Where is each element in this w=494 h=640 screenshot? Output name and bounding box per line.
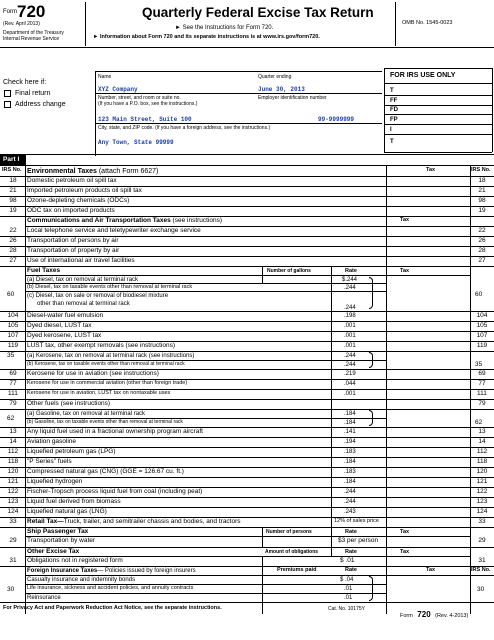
instructions-line1: ► See the Instructions for Form 720. [175,25,274,31]
line-112: 112 Liquefied petroleum gas (LPG) .183 112 [7,448,488,455]
line-111: 111 Kerosene for use in aviation, LUST tax on nontaxable uses .001 111 [8,390,487,397]
part-one-label: Part I [3,156,20,163]
line-122: 122 Fischer-Tropsch process liquid fuel from coal (including peat) .244 122 [7,488,488,495]
street-label: Number, street, and room or suite no. [98,95,181,101]
irs-code-fd: FD [390,107,398,113]
form-title: Quarterly Federal Excise Tax Return [142,5,374,20]
irs-no-header: IRS No. [2,167,22,173]
line-104: 104 Diesel-water fuel emulsion .198 104 [7,312,488,319]
final-return-label: Final return [15,90,51,97]
comm-section-title: Communications and Air Transportation Taxes (see instructions) [27,217,223,224]
name-label: Name [98,74,112,80]
omb-number: OMB No. 1545-0023 [402,20,453,26]
line-31: 31 Obligations not in registered form $ .01 31 [9,557,486,564]
line-107: 107 Dyed kerosene, LUST tax .001 107 [7,332,488,339]
ship-section-title: Ship Passenger Tax [27,528,89,535]
rate-header: Rate [345,268,357,274]
line-21: 21 Imported petroleum products oil spill tax 21 [9,187,486,194]
obligations-header: Amount of obligations [265,549,319,555]
final-return-checkbox[interactable] [4,90,11,97]
irs-code-ff: FF [390,98,398,104]
name-field[interactable]: XYZ Company [98,86,138,93]
line-29: 29 Transportation by water $3 per person 29 [9,537,486,544]
gallons-header: Number of gallons [267,268,311,274]
foreign-rate-header: Rate [345,567,357,573]
ship-rate-header: Rate [345,529,357,535]
line-105: 105 Dyed diesel, LUST tax .001 105 [7,322,488,329]
ship-tax-header: Tax [400,529,410,535]
irs-service: Internal Revenue Service [3,36,60,42]
fuel-tax-header: Tax [400,268,410,274]
irs-code-i: I [390,127,392,133]
line-22: 22 Local telephone service and teletypewriter exchange service 22 [9,227,486,234]
line-98: 98 Ozone-depleting chemicals (ODCs) 98 [9,197,486,204]
line-123: 123 Liquid fuel derived from biomass .244 123 [7,498,488,505]
department: Department of the Treasury [3,30,64,36]
line-13: 13 Any liquid fuel used in a fractional ownership program aircraft .141 13 [9,428,486,435]
line-118: 118 "P Series" fuels .184 118 [7,458,488,465]
line-18: 18 Domestic petroleum oil spill tax 18 [9,177,486,184]
tax-header: Tax [426,167,436,173]
irs-no-header-right: IRS No. [471,167,491,173]
other-tax-header: Tax [400,549,410,555]
line-33: 33 Retail Tax—Truck, trailer, and semitrailer chassis and bodies, and tractors 12% of sales price 33 [9,518,486,525]
cat-number: Cat. No. 10175Y [328,606,365,612]
line-19: 19 ODC tax on imported products 19 [9,207,486,214]
line-119: 119 LUST tax, other exempt removals (see instructions) .001 119 [7,342,488,349]
line-27: 27 Use of international air travel facilities 27 [9,257,486,264]
city-label: City, state, and ZIP code. (If you have a foreign address, see the instructions.) [98,125,271,131]
other-rate-header: Rate [345,549,357,555]
irs-use-title: FOR IRS USE ONLY [390,72,456,79]
premiums-header: Premiums paid [277,567,317,573]
line-121: 121 Liquefied hydrogen .184 121 [7,478,488,485]
part-one-badge [0,155,26,165]
foreign-tax-header: Tax [426,567,436,573]
city-field[interactable]: Any Town, State 99999 [98,139,174,146]
line-28: 28 Transportation of property by air 28 [9,247,486,254]
foreign-section-title: Foreign Insurance Taxes— Policies issued by foreign insurers [27,568,196,574]
env-section-title: Environmental Taxes (attach Form 6627) [27,168,159,175]
revision: (Rev. April 2013) [3,21,40,27]
fuel-section-title: Fuel Taxes [27,267,61,274]
line-120: 120 Compressed natural gas (CNG) (GGE = 126.67 cu. ft.) .183 120 [7,468,488,475]
street-label-note: (If you have a P.O. box, see the instructions.) [98,101,198,107]
irs-code-t2: T [390,139,394,145]
persons-header: Number of persons [266,529,312,535]
line-124: 124 Liquefied natural gas (LNG) .243 124 [7,508,488,515]
ein-field[interactable]: 99-9999999 [318,116,355,123]
street-field[interactable]: 123 Main Street, Suite 100 [98,116,192,123]
footer-form-id: Form 720 (Rev. 4-2013) [400,610,469,619]
other-section-title: Other Excise Tax [27,548,80,555]
instructions-line2: ► Information about Form 720 and its separate instructions is at www.irs.gov/form720. [93,34,320,40]
ein-label: Employer identification number [258,95,327,101]
quarter-label: Quarter ending [258,74,292,80]
check-label: Check here if: [3,79,47,86]
address-change-checkbox[interactable] [4,101,11,108]
privacy-notice: For Privacy Act and Paperwork Reduction Act Notice, see the separate instructions. [3,605,222,611]
irs-code-fp: FP [390,117,398,123]
foreign-irs-no-header: IRS No. [471,567,491,573]
form-word: Form [3,9,17,15]
form-number: 720 [17,2,46,21]
line-79: 79 Other fuels (see instructions) 79 [9,400,486,407]
irs-code-t: T [390,88,394,94]
line-69: 69 Kerosene for use in aviation (see instructions) .219 69 [9,370,486,377]
line-14: 14 Aviation gasoline .194 14 [9,438,486,445]
line-26: 26 Transportation of persons by air 26 [9,237,486,244]
quarter-field[interactable]: June 30, 2013 [258,86,305,93]
address-change-label: Address change [15,101,66,108]
line-77: 77 Kerosene for use in commercial aviation (other than foreign trade) .044 77 [9,380,486,387]
comm-tax-header: Tax [400,217,410,223]
